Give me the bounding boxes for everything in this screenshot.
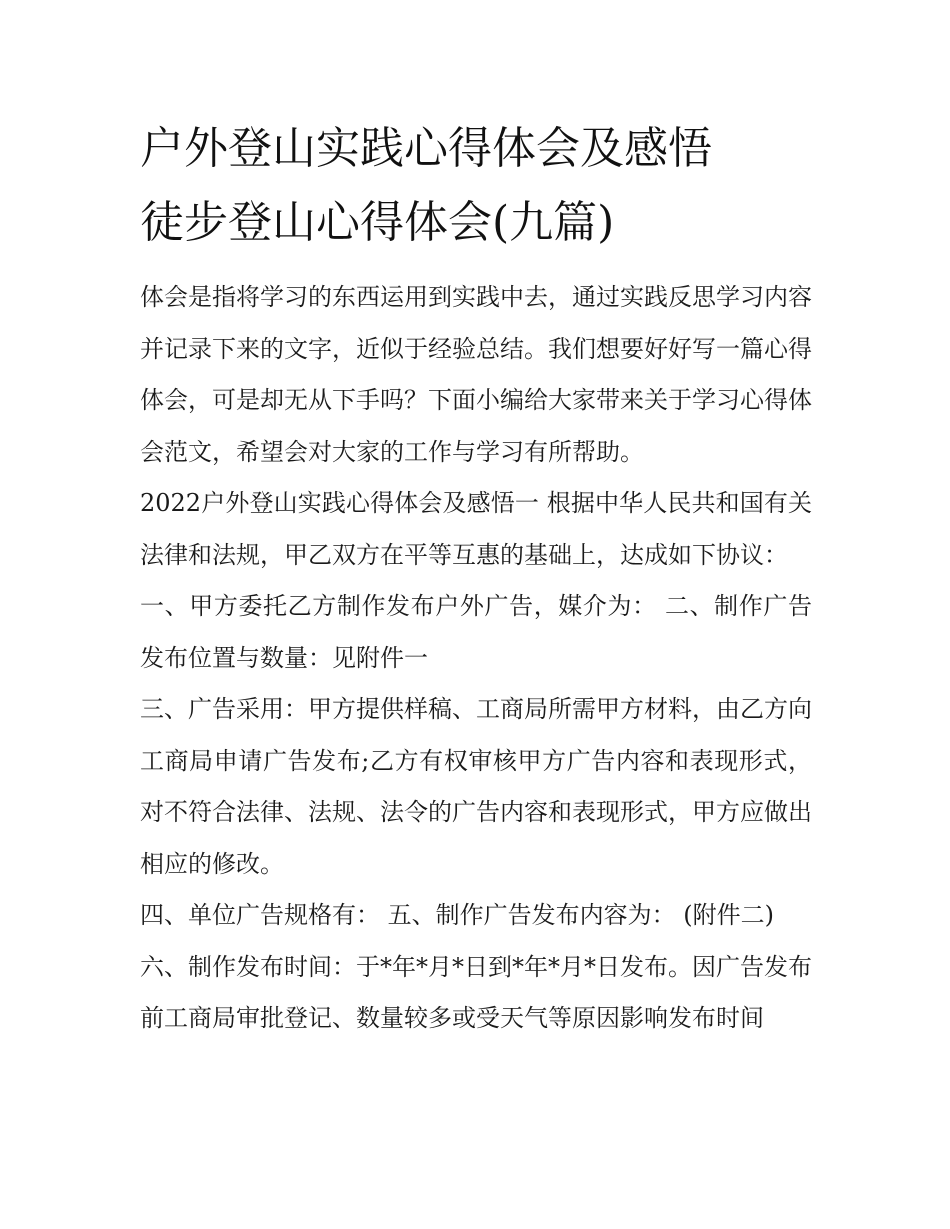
- title-line-1: 户外登山实践心得体会及感悟: [140, 123, 712, 174]
- paragraph-agreement-preamble: 2022户外登山实践心得体会及感悟一 根据中华人民共和国有关法律和法规，甲乙双方在平等互惠的基础上，达成如下协议：: [140, 489, 812, 569]
- title-line-2: 徒步登山心得体会(九篇): [140, 197, 615, 248]
- paragraph-clause-1-2: 一、甲方委托乙方制作发布户外广告，媒介为： 二、制作广告发布位置与数量：见附件一: [140, 592, 812, 672]
- document-title: [140, 112, 812, 260]
- document-body: [140, 112, 812, 1045]
- paragraph-clause-4-5: 四、单位广告规格有： 五、制作广告发布内容为： (附件二): [140, 901, 774, 929]
- paragraph-clause-6: 六、制作发布时间：于*年*月*日到*年*月*日发布。因广告发布前工商局审批登记、数量较多或受天气等原因影响发布时间: [140, 952, 812, 1032]
- paragraph-intro: 体会是指将学习的东西运用到实践中去，通过实践反思学习内容并记录下来的文字，近似于经验总结。我们想要好好写一篇心得体会，可是却无从下手吗？下面小编给大家带来关于学习心得体会范文，希望会对大家的工作与学习有所帮助。: [140, 283, 812, 466]
- paragraph-clause-3: 三、广告采用：甲方提供样稿、工商局所需甲方材料，由乙方向工商局申请广告发布;乙方有权审核甲方广告内容和表现形式，对不符合法律、法规、法令的广告内容和表现形式，甲方应做出相应的修改。: [140, 695, 812, 878]
